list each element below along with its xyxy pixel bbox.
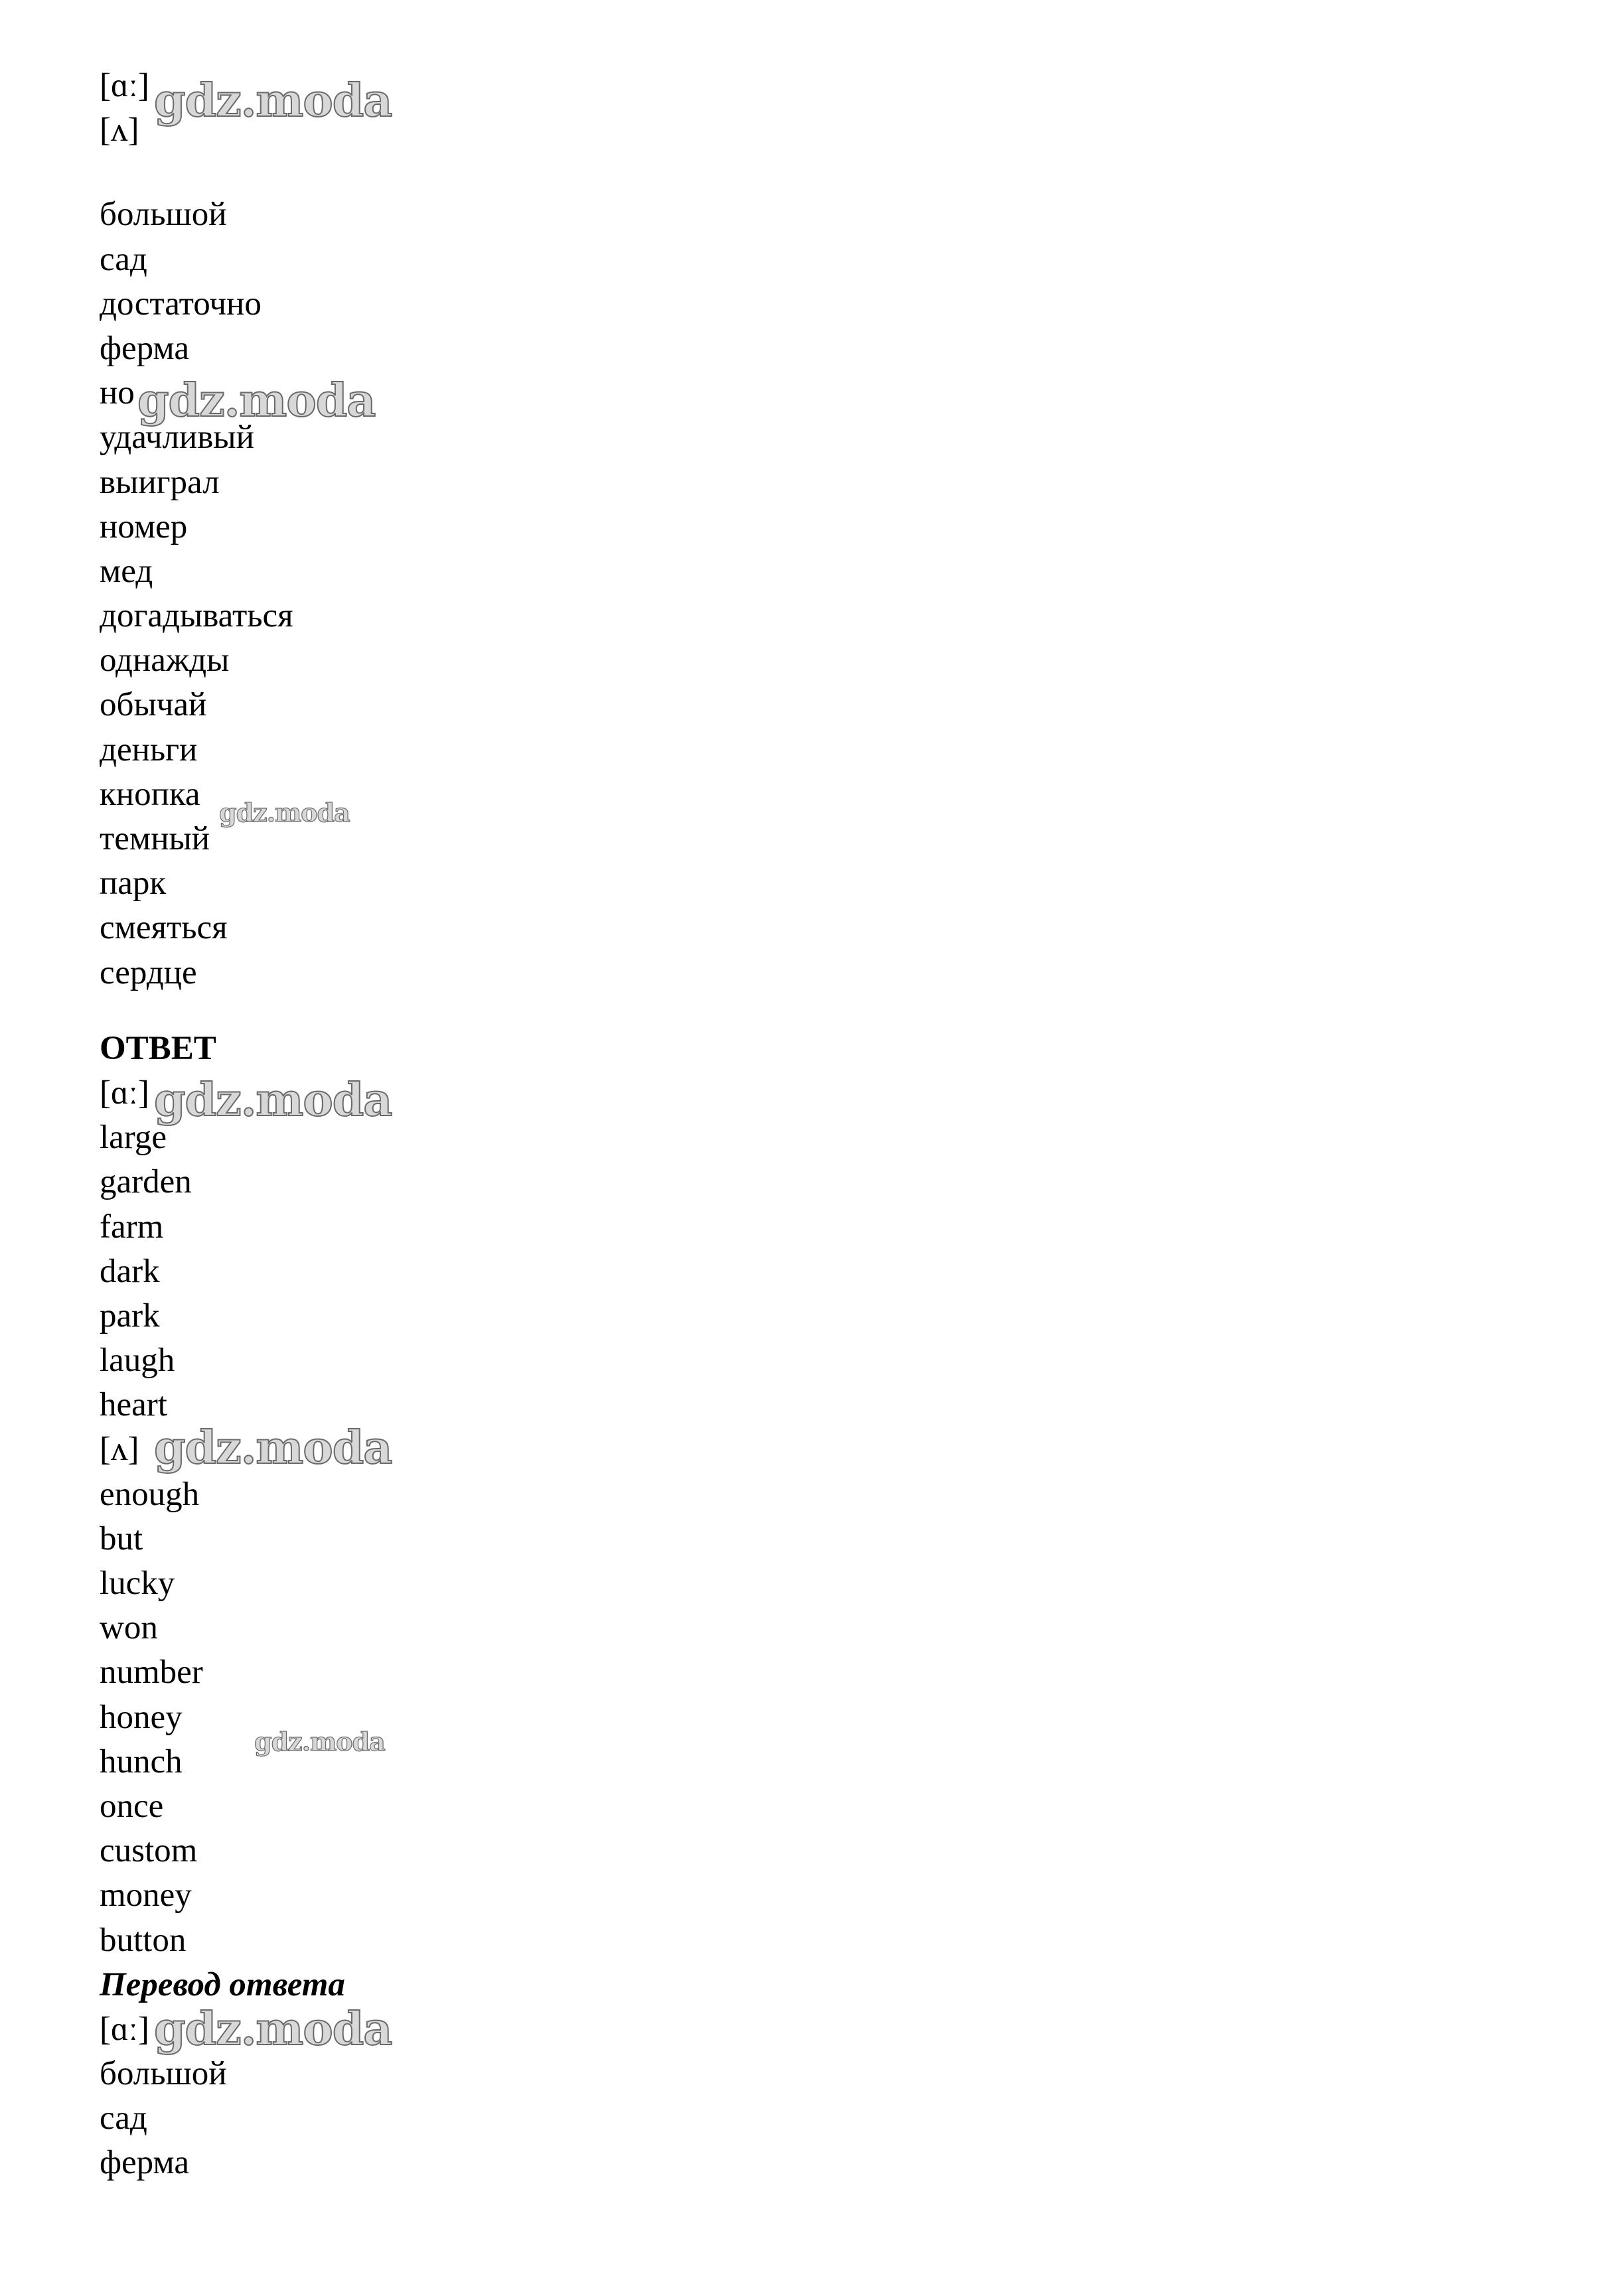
word-en: large [100, 1119, 167, 1157]
word-ru: выиграл [100, 463, 220, 501]
word-ru: ферма [100, 329, 189, 367]
word-ru: догадываться [100, 597, 293, 635]
word-ru: большой [100, 196, 227, 234]
word-en: button [100, 1921, 187, 1959]
word-en: once [100, 1787, 164, 1825]
watermark-logo: gdz.moda [154, 2003, 392, 2056]
answer-heading: ОТВЕТ [100, 1029, 216, 1067]
word-en: number [100, 1654, 203, 1691]
word-ru: достаточно [100, 285, 262, 323]
word-en: farm [100, 1208, 164, 1246]
phonetic-a-label: [ɑː] [100, 67, 149, 104]
word-ru: мед [100, 552, 153, 590]
watermark-logo: gdz.moda [219, 798, 350, 827]
answer-phonetic-a-label: [ɑː] [100, 1074, 149, 1112]
translation-phonetic-a-label: [ɑː] [100, 2010, 149, 2048]
word-ru: темный [100, 820, 210, 857]
word-en: lucky [100, 1565, 175, 1602]
word-en: park [100, 1297, 160, 1334]
word-en: dark [100, 1252, 160, 1290]
word-ru: деньги [100, 731, 198, 768]
word-ru: удачливый [100, 419, 254, 457]
word-en: heart [100, 1386, 167, 1424]
word-ru: однажды [100, 642, 230, 680]
watermark-logo: gdz.moda [154, 1074, 392, 1127]
watermark-logo: gdz.moda [154, 1421, 392, 1474]
word-ru: обычай [100, 686, 207, 724]
watermark-logo: gdz.moda [137, 374, 376, 427]
word-en: won [100, 1609, 158, 1647]
word-ru: кнопка [100, 775, 200, 813]
word-en: honey [100, 1698, 183, 1736]
word-ru: сад [100, 2100, 147, 2137]
word-ru: ферма [100, 2144, 189, 2182]
translation-heading: Перевод ответа [100, 1966, 345, 2003]
answer-phonetic-v-label: [ʌ] [100, 1431, 139, 1469]
word-ru: но [100, 374, 135, 412]
word-en: custom [100, 1832, 198, 1870]
word-en: enough [100, 1475, 200, 1513]
word-en: but [100, 1520, 143, 1557]
word-en: hunch [100, 1743, 183, 1780]
word-ru: сад [100, 240, 147, 278]
phonetic-v-label: [ʌ] [100, 111, 139, 149]
word-ru: смеяться [100, 909, 228, 947]
word-ru: большой [100, 2055, 227, 2093]
watermark-logo: gdz.moda [154, 74, 392, 127]
word-ru: парк [100, 865, 167, 902]
word-en: money [100, 1877, 192, 1914]
word-ru: номер [100, 508, 188, 545]
word-en: laugh [100, 1342, 175, 1380]
word-ru: сердце [100, 954, 197, 991]
word-en: garden [100, 1163, 192, 1201]
watermark-logo: gdz.moda [254, 1727, 385, 1757]
